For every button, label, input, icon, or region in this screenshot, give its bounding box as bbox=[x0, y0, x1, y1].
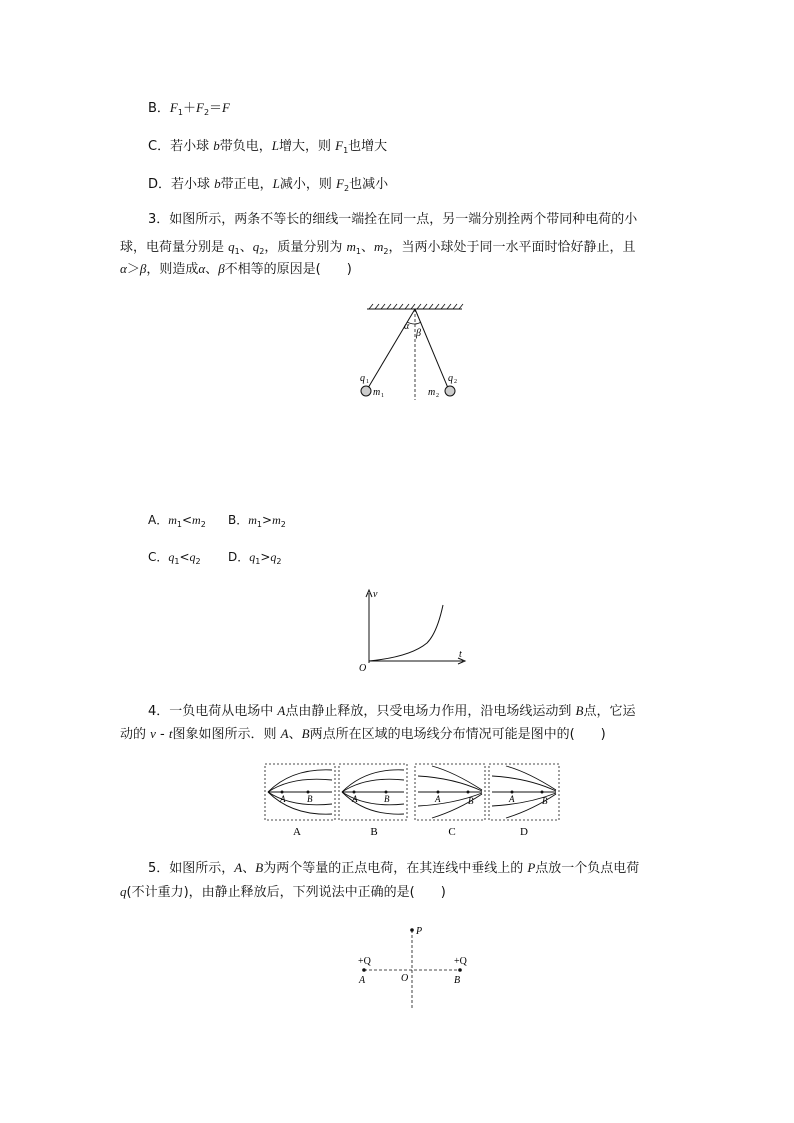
q3-option-c[interactable]: C．$q_1<q_2$ bbox=[148, 550, 201, 566]
panel-c[interactable] bbox=[415, 764, 485, 838]
q3-line-1: 3．如图所示，两条不等长的细线一端拴在同一点，另一端分别拴两个带同种电荷的小 bbox=[148, 212, 638, 227]
v-t-graph bbox=[355, 585, 470, 675]
panel-d-label-b: B bbox=[542, 796, 548, 806]
q2-sub: 2 bbox=[454, 379, 457, 385]
q5-line-1: 5．如图所示，A、B为两个等量的正点电荷，在其连线中垂线上的 P点放一个负点电荷 bbox=[148, 860, 640, 876]
charge-a-dot bbox=[362, 968, 366, 972]
panel-b[interactable] bbox=[339, 764, 407, 838]
panel-a-caption: A bbox=[293, 826, 301, 838]
m2-label: m bbox=[428, 387, 436, 398]
m1-label: m bbox=[373, 387, 381, 398]
panel-c-label-a: A bbox=[435, 794, 441, 804]
option-b-prev: B．$F_1+F_2=F$ bbox=[148, 100, 230, 117]
panel-d-caption: D bbox=[520, 826, 528, 838]
q5-line-2: q(不计重力)，由静止释放后，下列说法中正确的是( ) bbox=[120, 884, 446, 900]
charge-a-value: +Q bbox=[358, 956, 371, 967]
q2-label: q bbox=[448, 373, 453, 384]
q1-label: q bbox=[360, 373, 365, 384]
option-d-prev: D．若小球 b带正电，L减小，则 $F_2$也减小 bbox=[148, 176, 389, 193]
velocity-curve bbox=[369, 605, 443, 661]
origin-o-label: O bbox=[401, 973, 409, 984]
panel-d-label-a: A bbox=[509, 794, 515, 804]
field-lines-figure bbox=[262, 760, 562, 842]
charge-a-label: A bbox=[359, 975, 366, 986]
point-p-dot bbox=[410, 928, 414, 932]
point-p-label: P bbox=[416, 926, 423, 937]
t-axis-label: t bbox=[459, 649, 462, 660]
panel-a[interactable] bbox=[265, 764, 335, 838]
panel-c-caption: C bbox=[448, 826, 456, 838]
q3-option-d[interactable]: D．$q_1>q_2$ bbox=[228, 550, 282, 566]
q3-line-2: 球，电荷量分别是 $q_1$、$q_2$，质量分别为 $m_1$、$m_2$，当两小球处于同一水平面时恰好静止，且 bbox=[120, 239, 636, 256]
charge-b-value: +Q bbox=[454, 956, 467, 967]
ball-right bbox=[445, 386, 455, 396]
ball-left bbox=[361, 386, 371, 396]
panel-b-field-lines bbox=[342, 770, 404, 814]
q3-line-3: α＞β，则造成α、β不相等的原因是( ) bbox=[120, 261, 352, 277]
panel-b-label-a: A bbox=[352, 794, 358, 804]
panel-c-label-b: B bbox=[468, 796, 474, 806]
panel-a-label-a: A bbox=[280, 794, 286, 804]
string-right bbox=[415, 309, 448, 388]
q4-line-2: 动的 v - t图象如图所示．则 A、B两点所在区域的电场线分布情况可能是图中的( ) bbox=[120, 726, 606, 742]
beta-label: β bbox=[416, 328, 421, 339]
v-axis-label: v bbox=[373, 589, 378, 600]
q4-line-1: 4．一负电荷从电场中 A点由静止释放，只受电场力作用，沿电场线运动到 B点，它运 bbox=[148, 703, 636, 719]
origin-label: O bbox=[359, 663, 367, 674]
panel-c-field-lines bbox=[418, 766, 482, 818]
m2-sub: 2 bbox=[436, 393, 439, 399]
charge-b-dot bbox=[458, 968, 462, 972]
charges-figure bbox=[350, 922, 475, 1014]
panel-d-field-lines bbox=[492, 766, 556, 818]
alpha-label: α bbox=[404, 321, 410, 332]
panel-d-point-b bbox=[541, 791, 544, 794]
panel-a-field-lines bbox=[268, 770, 332, 814]
q1-sub: 1 bbox=[366, 379, 369, 385]
panel-b-label-b: B bbox=[384, 794, 390, 804]
panel-d[interactable] bbox=[489, 764, 559, 838]
panel-c-point-b bbox=[467, 791, 470, 794]
m1-sub: 1 bbox=[381, 393, 384, 399]
option-c-prev: C．若小球 b带负电，L增大，则 $F_1$也增大 bbox=[148, 138, 388, 155]
q3-option-a[interactable]: A．$m_1<m_2$ bbox=[148, 513, 206, 529]
panel-b-caption: B bbox=[370, 826, 378, 838]
pendulum-figure bbox=[355, 300, 470, 405]
ceiling-hatching bbox=[369, 304, 463, 309]
charge-b-label: B bbox=[454, 975, 461, 986]
panel-a-label-b: B bbox=[307, 794, 313, 804]
q3-option-b[interactable]: B．$m_1>m_2$ bbox=[228, 513, 286, 529]
